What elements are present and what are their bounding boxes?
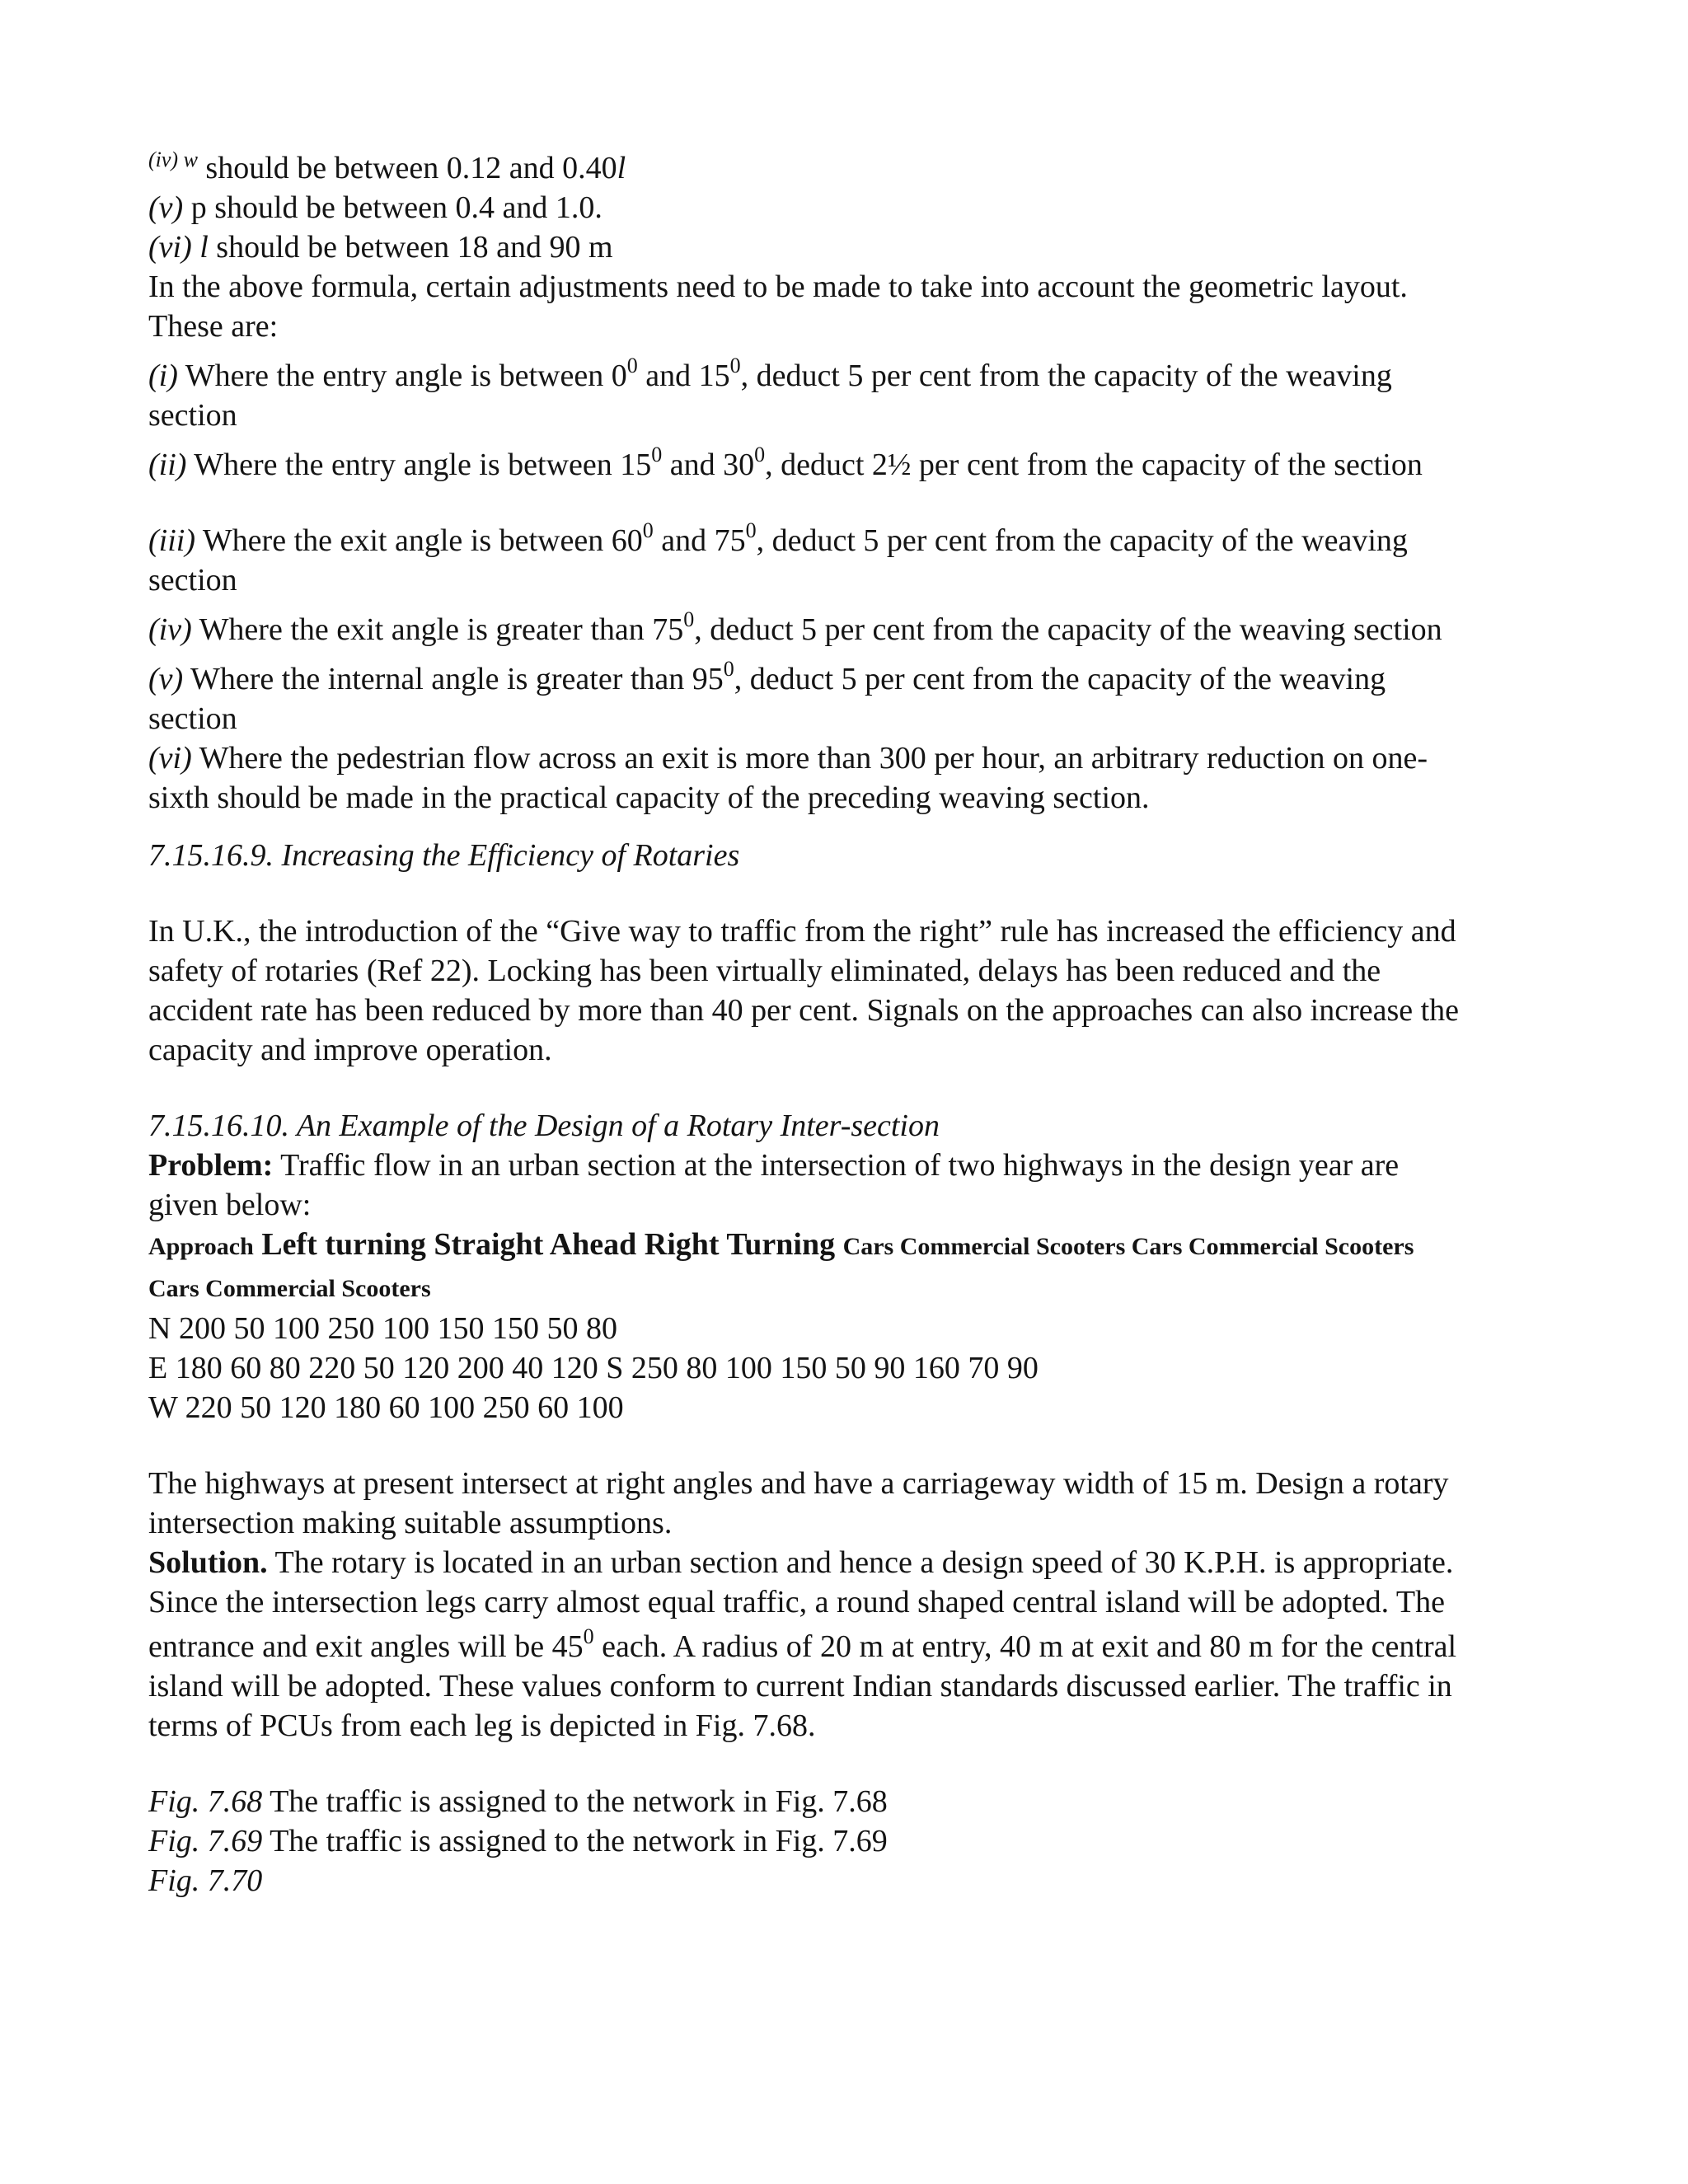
table-row: E 180 60 80 220 50 120 200 40 120 S 250 80 100 150 50 90 160 70 90 — [148, 1351, 1039, 1385]
problem-text: Traffic flow in an urban section at the intersection of two highways in the design year are — [273, 1148, 1400, 1183]
adjustment-text: , deduct 5 per cent from the capacity of the weaving — [740, 359, 1392, 393]
condition-vi — [148, 227, 1550, 267]
condition-label: (vi) l — [148, 230, 209, 265]
table-header-groups: Left turning Straight Ahead Right Turning — [261, 1227, 836, 1262]
adjustment-iii — [148, 518, 1550, 600]
problem-line-2: given below: — [148, 1188, 312, 1222]
degree-sup: 0 — [651, 443, 663, 466]
figure-list — [148, 1782, 1550, 1900]
solution-text: The rotary is located in an urban section and hence a design speed of 30 K.P.H. is appropriate. — [267, 1545, 1454, 1580]
paragraph-line: island will be adopted. These values conform to current Indian standards discussed earlier. The traffic in — [148, 1669, 1452, 1704]
adjustment-text: Where the internal angle is greater than 95 — [190, 662, 724, 696]
document-body — [148, 148, 1550, 1900]
condition-label: (iv) w — [148, 148, 198, 171]
adjustment-text: , deduct 5 per cent from the capacity of the weaving — [756, 523, 1408, 558]
degree-sup: 0 — [583, 1624, 594, 1648]
degree-sup: 0 — [683, 607, 695, 631]
adjustment-wrap: section — [148, 563, 237, 598]
adjustment-label: (vi) — [148, 741, 192, 776]
table-header-subcols: Cars Commercial Scooters Cars Commercial Scooters — [842, 1233, 1414, 1260]
intro-line-1: In the above formula, certain adjustments need to be made to take into account the geometric layout. — [148, 269, 1408, 304]
section-heading: 7.15.16.9. Increasing the Efficiency of Rotaries — [148, 838, 740, 873]
paragraph-line: intersection making suitable assumptions. — [148, 1506, 673, 1540]
adjustment-text: Where the exit angle is between 60 — [202, 523, 643, 558]
figure-caption — [148, 1821, 1550, 1861]
solution-text: each. A radius of 20 m at entry, 40 m at exit and 80 m for the central — [593, 1629, 1457, 1664]
solution-paragraph — [148, 1543, 1550, 1746]
table-row: W 220 50 120 180 60 100 250 60 100 — [148, 1390, 624, 1425]
figure-caption — [148, 1782, 1550, 1821]
after-table-paragraph — [148, 1464, 1550, 1543]
table-header-subcols: Cars Commercial Scooters — [148, 1275, 431, 1302]
condition-text: should be between 0.12 and 0.40 — [205, 151, 617, 185]
table-header-line-2 — [148, 1267, 1550, 1309]
condition-tail: l — [617, 151, 626, 185]
figure-text: The traffic is assigned to the network in Fig. 7.68 — [262, 1784, 888, 1819]
adjustment-text: and 30 — [662, 448, 755, 482]
table-header-line-1 — [148, 1225, 1550, 1267]
problem-line-1 — [148, 1146, 1550, 1185]
adjustment-text: Where the pedestrian flow across an exit is more than 300 per hour, an arbitrary reduction on one- — [199, 741, 1428, 776]
paragraph-line: The highways at present intersect at right angles and have a carriageway width of 15 m. Design a rotary — [148, 1466, 1449, 1501]
table-header-approach: Approach — [148, 1233, 254, 1260]
adjustment-label: (i) — [148, 359, 178, 393]
figure-label: Fig. 7.69 — [148, 1824, 263, 1858]
adjustment-text: , deduct 2½ per cent from the capacity of the section — [765, 448, 1423, 482]
figure-caption — [148, 1861, 1550, 1900]
degree-sup: 0 — [626, 354, 638, 377]
condition-iv — [148, 148, 1550, 188]
adjustment-iv — [148, 607, 1550, 649]
figure-text: The traffic is assigned to the network in Fig. 7.69 — [262, 1824, 888, 1858]
adjustment-wrap: section — [148, 398, 237, 433]
adjustment-text: Where the entry angle is between 15 — [194, 448, 652, 482]
table-row: N 200 50 100 250 100 150 150 50 80 — [148, 1311, 617, 1346]
degree-sup: 0 — [754, 443, 766, 466]
degree-sup: 0 — [723, 657, 734, 681]
adjustment-label: (iii) — [148, 523, 195, 558]
adjustment-wrap: section — [148, 701, 237, 736]
condition-text: p should be between 0.4 and 1.0. — [190, 190, 603, 225]
adjustment-text: Where the entry angle is between 0 — [185, 359, 627, 393]
adjustment-label: (ii) — [148, 448, 187, 482]
adjustment-v — [148, 659, 1550, 738]
adjustment-wrap: sixth should be made in the practical capacity of the preceding weaving section. — [148, 780, 1150, 815]
paragraph-line: safety of rotaries (Ref 22). Locking has been virtually eliminated, delays has been reduced and the — [148, 954, 1381, 988]
paragraph-line: capacity and improve operation. — [148, 1033, 552, 1067]
paragraph-line: terms of PCUs from each leg is depicted in Fig. 7.68. — [148, 1708, 816, 1743]
adjustment-i — [148, 356, 1550, 435]
section-heading: 7.15.16.10. An Example of the Design of a Rotary Inter-section — [148, 1108, 940, 1143]
paragraph-line: accident rate has been reduced by more than 40 per cent. Signals on the approaches can also increase the — [148, 993, 1460, 1028]
degree-sup: 0 — [642, 518, 654, 542]
figure-label: Fig. 7.70 — [148, 1863, 263, 1898]
figure-label: Fig. 7.68 — [148, 1784, 263, 1819]
paragraph-line: In U.K., the introduction of the “Give way to traffic from the right” rule has increased the efficiency and — [148, 914, 1456, 949]
condition-v — [148, 188, 1550, 227]
adjustment-ii — [148, 445, 1550, 485]
intro-line-2: These are: — [148, 309, 279, 344]
adjustment-vi — [148, 738, 1550, 818]
paragraph-line: Since the intersection legs carry almost equal traffic, a round shaped central island will be adopted. The — [148, 1585, 1445, 1619]
adjustment-text: , deduct 5 per cent from the capacity of the weaving section — [694, 612, 1442, 647]
adjustment-text: and 75 — [653, 523, 746, 558]
adjustment-label: (v) — [148, 662, 184, 696]
section-9-paragraph — [148, 912, 1550, 1070]
problem-label: Problem: — [148, 1148, 274, 1183]
condition-label: (v) — [148, 190, 184, 225]
adjustment-text: , deduct 5 per cent from the capacity of the weaving — [734, 662, 1386, 696]
adjustment-text: and 15 — [637, 359, 730, 393]
adjustment-label: (iv) — [148, 612, 192, 647]
degree-sup: 0 — [729, 354, 741, 377]
solution-label: Solution. — [148, 1545, 268, 1580]
condition-text: should be between 18 and 90 m — [216, 230, 613, 265]
solution-text: entrance and exit angles will be 45 — [148, 1629, 584, 1664]
degree-sup: 0 — [745, 518, 757, 542]
adjustment-text: Where the exit angle is greater than 75 — [199, 612, 684, 647]
